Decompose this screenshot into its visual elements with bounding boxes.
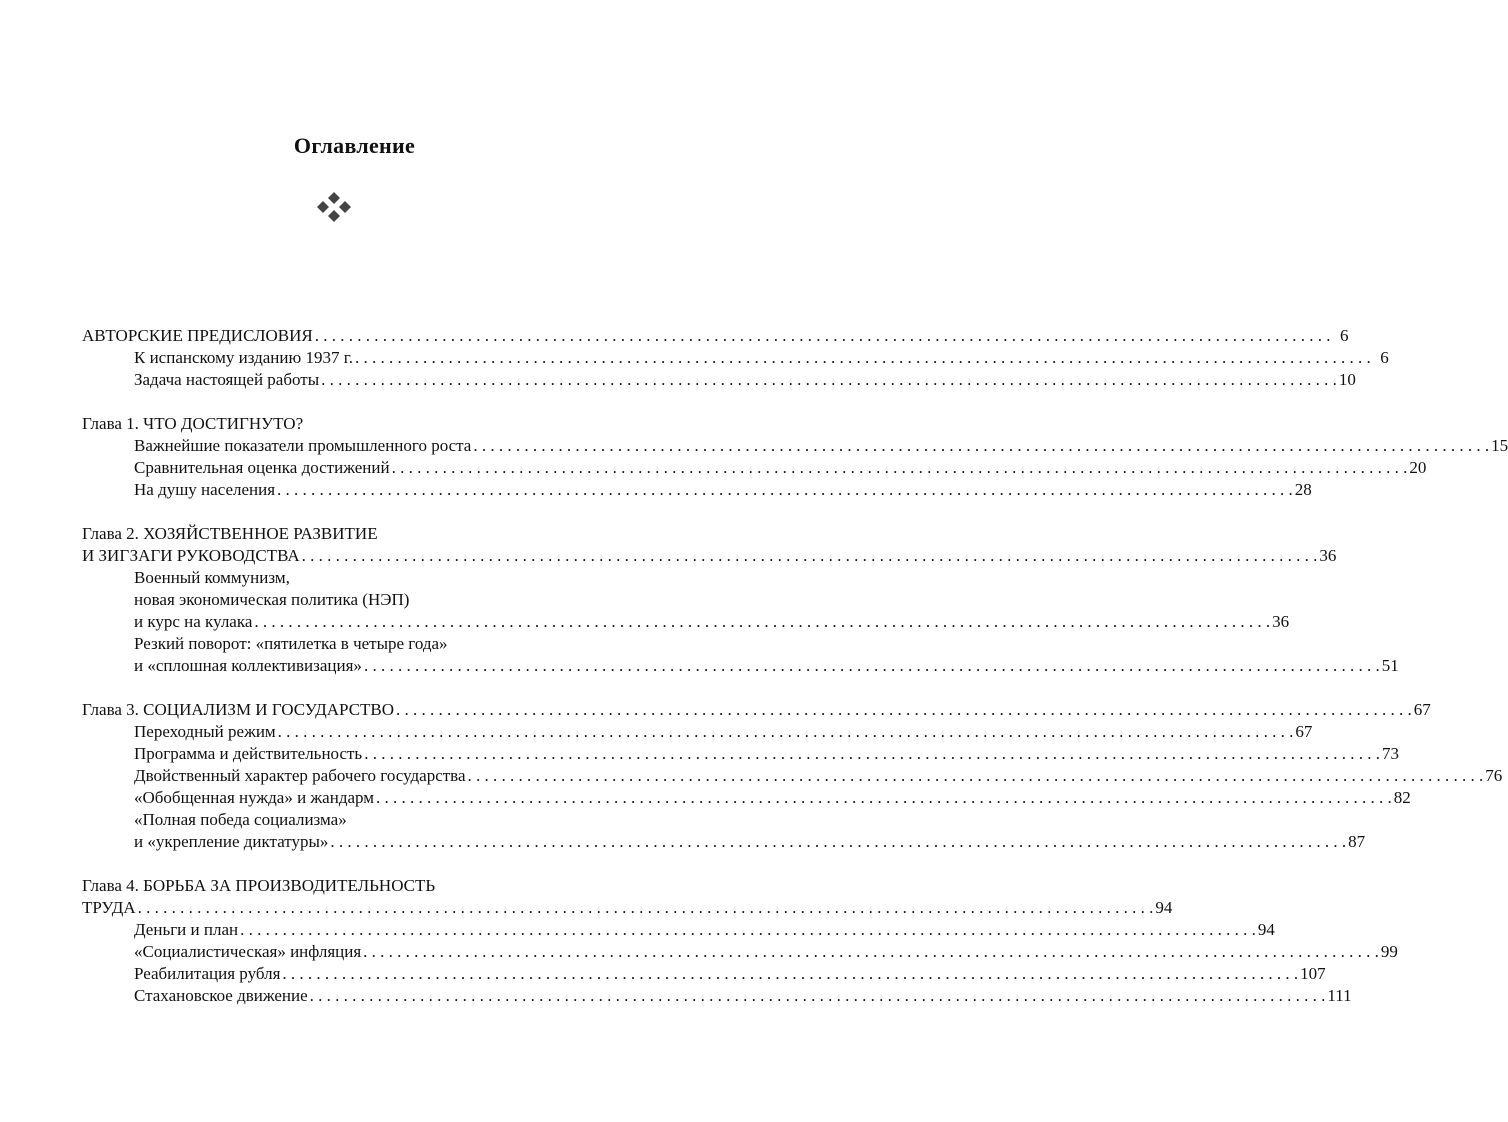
dot-leader: . . . . . . . . . . . . . . . . . . . . . . . . . . . . . . . . . . . . . . . . . . . . . . . . . . . . . . . . . . . . . . . . . . . . . . . . . . . . . . . . . . . . . . . . . . . . . . . . . . . . . . . . . . . . . . . . . . . . . . . .: [309, 986, 1326, 1005]
dot-leader: . . . . . . . . . . . . . . . . . . . . . . . . . . . . . . . . . . . . . . . . . . . . . . . . . . . . . . . . . . . . . . . . . . . . . . . . . . . . . . . . . . . . . . . . . . . . . . . . . . . . . . . . . . . . . . . . . . . . . . . .: [376, 788, 1392, 807]
dot-leader: . . . . . . . . . . . . . . . . . . . . . . . . . . . . . . . . . . . . . . . . . . . . . . . . . . . . . . . . . . . . . . . . . . . . . . . . . . . . . . . . . . . . . . . . . . . . . . . . . . . . . . . . . . . . . . . . . . . . . . . .: [137, 898, 1154, 917]
toc-entry-text: И ЗИГЗАГИ РУКОВОДСТВА: [82, 546, 300, 565]
toc-section-line: [82, 457, 1427, 479]
toc-entry-text: Деньги и план: [134, 920, 239, 939]
toc-page-number: 20: [1409, 458, 1427, 477]
dot-leader: . . . . . . . . . . . . . . . . . . . . . . . . . . . . . . . . . . . . . . . . . . . . . . . . . . . . . . . . . . . . . . . . . . . . . . . . . . . . . . . . . . . . . . . . . . . . . . . . . . . . . . . . . . . . . . . . . . . . . . . .: [391, 458, 1408, 477]
toc-page-number: 94: [1257, 920, 1275, 939]
toc-entry-text: Переходный режим: [134, 722, 276, 741]
page-title: Оглавление: [293, 133, 416, 158]
toc-page-number: 28: [1294, 480, 1312, 499]
dot-leader: . . . . . . . . . . . . . . . . . . . . . . . . . . . . . . . . . . . . . . . . . . . . . . . . . . . . . . . . . . . . . . . . . . . . . . . . . . . . . . . . . . . . . . . . . . . . . . . . . . . . . . . . . . . . . . . . . . . . . . . .: [355, 348, 1371, 367]
toc-section-line: [82, 567, 584, 589]
toc-chapter-line: [82, 413, 584, 435]
toc-entry-text: Глава 3. СОЦИАЛИЗМ И ГОСУДАРСТВО: [82, 700, 395, 719]
dot-leader: . . . . . . . . . . . . . . . . . . . . . . . . . . . . . . . . . . . . . . . . . . . . . . . . . . . . . . . . . . . . . . . . . . . . . . . . . . . . . . . . . . . . . . . . . . . . . . . . . . . . . . . . . . . . . . . . . . . . . . . .: [396, 700, 1412, 719]
toc-entry-text: Глава 1. ЧТО ДОСТИГНУТО?: [82, 414, 304, 433]
toc-section-line: [82, 611, 1290, 633]
toc-entry-text: Реабилитация рубля: [134, 964, 281, 983]
toc-section-line: [82, 963, 1326, 985]
toc-section-line: [82, 985, 1352, 1007]
toc-entry-text: и «сплошная коллективизация»: [134, 656, 362, 675]
toc-entry-text: ТРУДА: [82, 898, 136, 917]
toc-entry-text: Резкий поворот: «пятилетка в четыре года»: [134, 634, 448, 653]
toc-section-line: [82, 831, 1366, 853]
dot-leader: . . . . . . . . . . . . . . . . . . . . . . . . . . . . . . . . . . . . . . . . . . . . . . . . . . . . . . . . . . . . . . . . . . . . . . . . . . . . . . . . . . . . . . . . . . . . . . . . . . . . . . . . . . . . . . . . . . . . . . . .: [314, 326, 1331, 345]
dot-leader: . . . . . . . . . . . . . . . . . . . . . . . . . . . . . . . . . . . . . . . . . . . . . . . . . . . . . . . . . . . . . . . . . . . . . . . . . . . . . . . . . . . . . . . . . . . . . . . . . . . . . . . . . . . . . . . . . . . . . . . .: [240, 920, 1256, 939]
toc-entry-text: На душу населения: [134, 480, 276, 499]
toc-page-number: 107: [1300, 964, 1326, 983]
toc-entry-text: и курс на кулака: [134, 612, 253, 631]
toc-page-number: 51: [1381, 656, 1399, 675]
toc-chapter-line: [82, 325, 1349, 347]
toc-section-line: [82, 721, 1313, 743]
toc-entry-text: «Полная победа социализма»: [134, 810, 347, 829]
toc-entry-text: АВТОРСКИЕ ПРЕДИСЛОВИЯ: [82, 326, 313, 345]
toc-chapter-line: [82, 523, 584, 545]
toc-page-number: 36: [1272, 612, 1290, 631]
toc-entry-text: Глава 2. ХОЗЯЙСТВЕННОЕ РАЗВИТИЕ: [82, 524, 378, 543]
toc-page-number: 76: [1485, 766, 1503, 785]
toc-section-line: [82, 941, 1398, 963]
toc-section-line: [82, 787, 1411, 809]
dot-leader: . . . . . . . . . . . . . . . . . . . . . . . . . . . . . . . . . . . . . . . . . . . . . . . . . . . . . . . . . . . . . . . . . . . . . . . . . . . . . . . . . . . . . . . . . . . . . . . . . . . . . . . . . . . . . . . . . . . . . . . .: [330, 832, 1347, 851]
toc-page-number: 111: [1327, 986, 1352, 1005]
toc-section-line: [82, 919, 1275, 941]
toc-entry-text: Стахановское движение: [134, 986, 308, 1005]
dot-leader: . . . . . . . . . . . . . . . . . . . . . . . . . . . . . . . . . . . . . . . . . . . . . . . . . . . . . . . . . . . . . . . . . . . . . . . . . . . . . . . . . . . . . . . . . . . . . . . . . . . . . . . . . . . . . . . . . . . . . . . .: [321, 370, 1337, 389]
toc-chapter-line: [82, 545, 1337, 567]
toc-page-number: 6: [1340, 326, 1349, 345]
toc-entry-text: Глава 4. БОРЬБА ЗА ПРОИЗВОДИТЕЛЬНОСТЬ: [82, 876, 436, 895]
toc-page-number: 15: [1491, 436, 1508, 455]
toc-entry-text: «Социалистическая» инфляция: [134, 942, 362, 961]
toc-entry-text: Сравнительная оценка достижений: [134, 458, 390, 477]
dot-leader: . . . . . . . . . . . . . . . . . . . . . . . . . . . . . . . . . . . . . . . . . . . . . . . . . . . . . . . . . . . . . . . . . . . . . . . . . . . . . . . . . . . . . . . . . . . . . . . . . . . . . . . . . . . . . . . . . . . . . . . .: [282, 964, 1299, 983]
table-of-contents: [82, 325, 1508, 1007]
toc-page-number: 94: [1155, 898, 1173, 917]
toc-entry-text: Задача настоящей работы: [134, 370, 320, 389]
diamond-ornament-icon: [316, 192, 352, 222]
toc-entry-text: Военный коммунизм,: [134, 568, 290, 587]
dot-leader: . . . . . . . . . . . . . . . . . . . . . . . . . . . . . . . . . . . . . . . . . . . . . . . . . . . . . . . . . . . . . . . . . . . . . . . . . . . . . . . . . . . . . . . . . . . . . . . . . . . . . . . . . . . . . . . . . . . . . . . .: [301, 546, 1318, 565]
dot-leader: . . . . . . . . . . . . . . . . . . . . . . . . . . . . . . . . . . . . . . . . . . . . . . . . . . . . . . . . . . . . . . . . . . . . . . . . . . . . . . . . . . . . . . . . . . . . . . . . . . . . . . . . . . . . . . . . . . . . . . . .: [363, 942, 1379, 961]
toc-section-line: [82, 369, 1356, 391]
toc-section-line: [82, 809, 584, 831]
toc-section-line: [82, 589, 584, 611]
toc-page-number: 6: [1380, 348, 1389, 367]
toc-chapter-line: [82, 875, 584, 897]
dot-leader: . . . . . . . . . . . . . . . . . . . . . . . . . . . . . . . . . . . . . . . . . . . . . . . . . . . . . . . . . . . . . . . . . . . . . . . . . . . . . . . . . . . . . . . . . . . . . . . . . . . . . . . . . . . . . . . . . . . . . . . .: [364, 744, 1380, 763]
toc-section-line: [82, 655, 1399, 677]
toc-page-number: 73: [1381, 744, 1399, 763]
toc-entry-text: Программа и действительность: [134, 744, 363, 763]
dot-leader: . . . . . . . . . . . . . . . . . . . . . . . . . . . . . . . . . . . . . . . . . . . . . . . . . . . . . . . . . . . . . . . . . . . . . . . . . . . . . . . . . . . . . . . . . . . . . . . . . . . . . . . . . . . . . . . . . . . . . . . .: [277, 722, 1294, 741]
toc-section-line: [82, 479, 1312, 501]
toc-chapter-line: [82, 699, 1431, 721]
toc-section-line: [82, 743, 1399, 765]
dot-leader: . . . . . . . . . . . . . . . . . . . . . . . . . . . . . . . . . . . . . . . . . . . . . . . . . . . . . . . . . . . . . . . . . . . . . . . . . . . . . . . . . . . . . . . . . . . . . . . . . . . . . . . . . . . . . . . . . . . . . . . .: [254, 612, 1271, 631]
toc-page-number: 82: [1393, 788, 1411, 807]
toc-section-line: [82, 347, 1389, 369]
dot-leader: . . . . . . . . . . . . . . . . . . . . . . . . . . . . . . . . . . . . . . . . . . . . . . . . . . . . . . . . . . . . . . . . . . . . . . . . . . . . . . . . . . . . . . . . . . . . . . . . . . . . . . . . . . . . . . . . . . . . . . . .: [473, 436, 1490, 455]
dot-leader: . . . . . . . . . . . . . . . . . . . . . . . . . . . . . . . . . . . . . . . . . . . . . . . . . . . . . . . . . . . . . . . . . . . . . . . . . . . . . . . . . . . . . . . . . . . . . . . . . . . . . . . . . . . . . . . . . . . . . . . .: [467, 766, 1484, 785]
toc-section-line: [82, 633, 584, 655]
toc-entry-text: «Обобщенная нужда» и жандарм: [134, 788, 375, 807]
toc-chapter-line: [82, 897, 1173, 919]
toc-entry-text: и «укрепление диктатуры»: [134, 832, 329, 851]
dot-leader: . . . . . . . . . . . . . . . . . . . . . . . . . . . . . . . . . . . . . . . . . . . . . . . . . . . . . . . . . . . . . . . . . . . . . . . . . . . . . . . . . . . . . . . . . . . . . . . . . . . . . . . . . . . . . . . . . . . . . . . .: [277, 480, 1293, 499]
toc-entry-text: К испанскому изданию 1937 г.: [134, 348, 353, 367]
toc-entry-text: новая экономическая политика (НЭП): [134, 590, 410, 609]
toc-page-number: 67: [1295, 722, 1313, 741]
toc-page-number: 99: [1380, 942, 1398, 961]
toc-section-line: [82, 435, 1508, 457]
dot-leader: . . . . . . . . . . . . . . . . . . . . . . . . . . . . . . . . . . . . . . . . . . . . . . . . . . . . . . . . . . . . . . . . . . . . . . . . . . . . . . . . . . . . . . . . . . . . . . . . . . . . . . . . . . . . . . . . . . . . . . . .: [363, 656, 1380, 675]
toc-page-number: 67: [1413, 700, 1431, 719]
toc-entry-text: Двойственный характер рабочего государства: [134, 766, 466, 785]
toc-page-number: 10: [1338, 370, 1356, 389]
toc-page-number: 87: [1348, 832, 1366, 851]
toc-page-number: 36: [1319, 546, 1337, 565]
toc-section-line: [82, 765, 1503, 787]
toc-entry-text: Важнейшие показатели промышленного роста: [134, 436, 472, 455]
